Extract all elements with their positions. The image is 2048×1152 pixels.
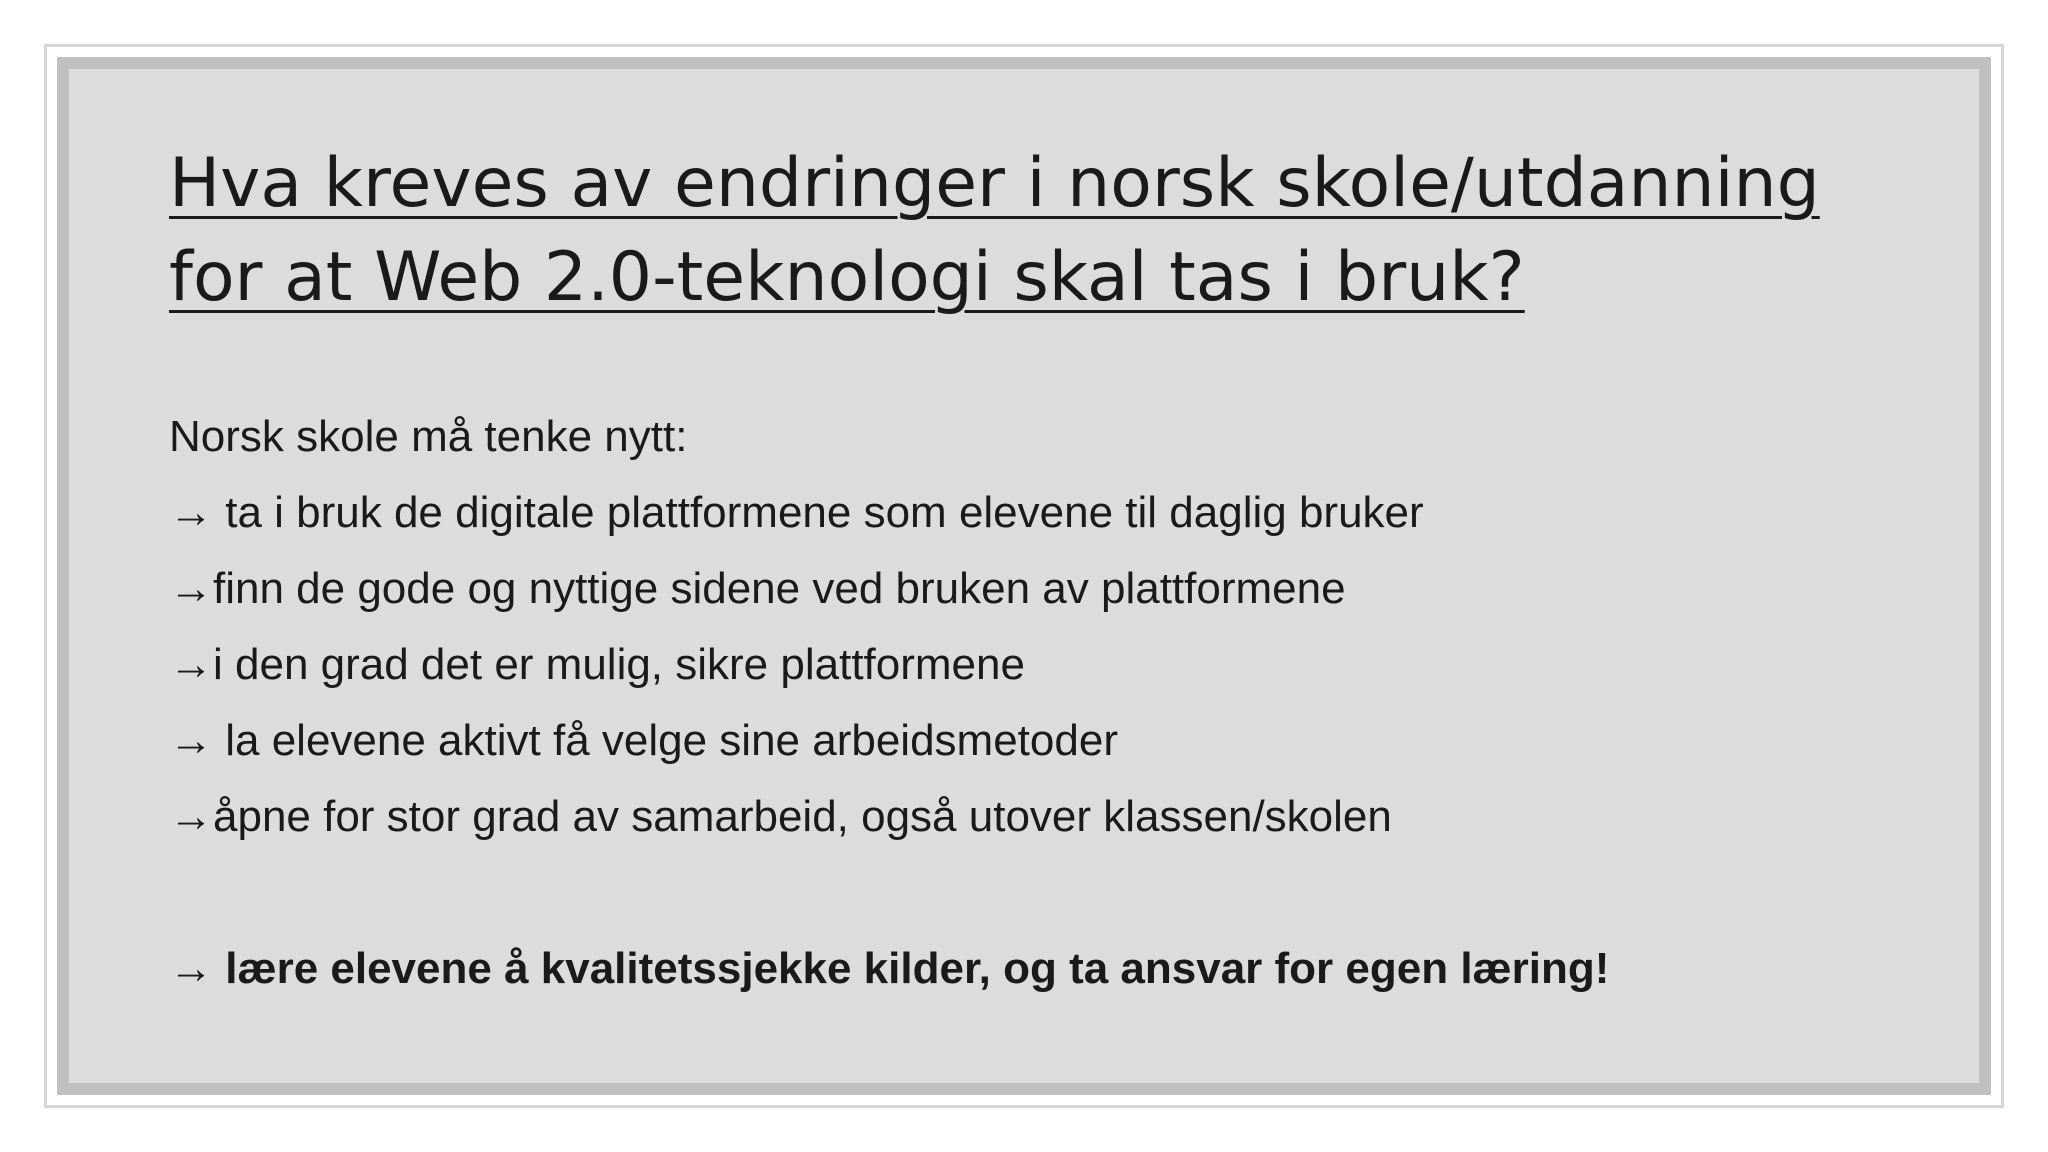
intro-text: Norsk skole må tenke nytt: [169,412,688,461]
bullet-text: åpne for stor grad av samarbeid, også utover klassen/skolen [213,792,1392,841]
bullet-item [169,627,1929,703]
bullet-item [169,703,1929,779]
bullet-text: i den grad det er mulig, sikre plattformene [213,640,1025,689]
bullet-text: ta i bruk de digitale plattformene som elevene til daglig bruker [213,488,1424,537]
slide-content [57,57,1991,1095]
arrow-right-icon: → [169,792,213,841]
bullet-item [169,551,1929,627]
bullet-text: la elevene aktivt få velge sine arbeidsmetoder [213,716,1118,765]
arrow-right-icon: → [169,716,213,765]
slide-frame [44,44,2004,1108]
spacer [169,855,1929,931]
bullet-item [169,779,1929,855]
slide-title-line-2: for at Web 2.0-teknologi skal tas i bruk? [169,238,1525,317]
slide-title [169,137,1929,325]
emphasis-item [169,931,1929,1007]
slide-body [169,399,1929,1007]
emphasis-text: lære elevene å kvalitetssjekke kilder, og ta ansvar for egen læring! [213,944,1610,993]
arrow-right-icon: → [169,640,213,689]
bullet-text: finn de gode og nyttige sidene ved bruken av plattformene [213,564,1346,613]
bullet-item [169,475,1929,551]
arrow-right-icon: → [169,564,213,613]
arrow-right-icon: → [169,944,213,993]
arrow-right-icon: → [169,488,213,537]
slide-title-line-1: Hva kreves av endringer i norsk skole/utdanning [169,144,1820,223]
